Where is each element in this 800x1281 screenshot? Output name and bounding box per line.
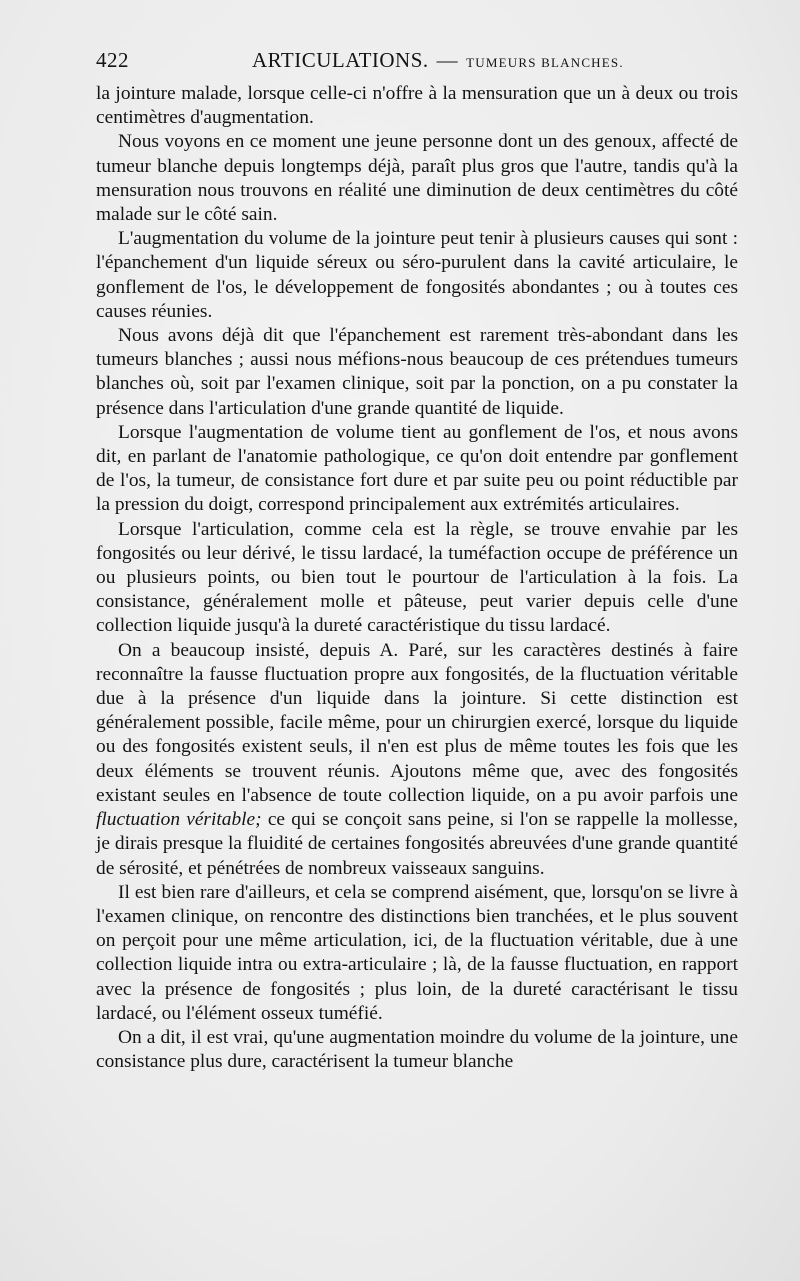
- title-separator: —: [436, 48, 459, 72]
- paragraph-text: On a beaucoup insisté, depuis A. Paré, sur les caractères destinés à faire reconnaître la fausse fluctuation propre aux fongosités, de la fluctuation véritable due à la présence d'un liquide dans la jointure. Si cette distinction est généralement possible, facile même, pour un chirurgien exercé, lorsque du liquide ou des fongosités existent seuls, il n'en est plus de même toutes les fois que les deux éléments se trouvent réunis. Ajoutons même que, avec des fongosités existant seules en l'absence de toute collection liquide, on a pu avoir parfois une: [96, 639, 738, 806]
- paragraph-continued: la jointure malade, lorsque celle-ci n'offre à la mensuration que un à deux ou trois centimètres d'augmentation.: [96, 83, 738, 129]
- chapter-title: ARTICULATIONS.: [252, 48, 429, 72]
- section-subtitle: TUMEURS BLANCHES.: [466, 55, 624, 70]
- body-text: [96, 82, 738, 1074]
- paragraph: Il est bien rare d'ailleurs, et cela se comprend aisément, que, lorsqu'on se livre à l'examen clinique, on rencontre des distinctions bien tranchées, et le plus souvent on perçoit pour une même articulation, ici, de la fluctuation véritable, due à une collection liquide intra ou extra-articulaire ; là, de la fausse fluctuation, en rapport avec la présence de fongosités ; plus loin, de la dureté caractérisant le tissu lardacé, ou l'élément osseux tuméfié.: [96, 881, 738, 1024]
- paragraph-text: ce qui se conçoit sans peine, si l'on se rappelle la mollesse, je dirais presque la fluidité de certaines fongosités abreuvées d'une grande quantité de sérosité, et pénétrées de nombreux vaisseaux sanguins.: [96, 809, 738, 879]
- running-title: [252, 48, 624, 73]
- paragraph: Lorsque l'articulation, comme cela est la règle, se trouve envahie par les fongosités ou leur dérivé, le tissu lardacé, la tuméfaction occupe de préférence un ou plusieurs points, ou bien tout le pourtour de l'articulation à la fois. La consistance, généralement molle et pâteuse, peut varier depuis celle d'une collection liquide jusqu'à la dureté caractéristique du tissu lardacé.: [96, 518, 738, 637]
- paragraph: Nous avons déjà dit que l'épanchement est rarement très-abondant dans les tumeurs blanches ; aussi nous méfions-nous beaucoup de ces prétendues tumeurs blanches où, soit par l'examen clinique, soit par la ponction, on a pu constater la présence dans l'articulation d'une grande quantité de liquide.: [96, 325, 738, 419]
- running-header: [96, 48, 746, 78]
- emphasized-term: fluctuation véritable;: [96, 809, 262, 831]
- paragraph-with-emphasis: [96, 639, 738, 881]
- paragraph: L'augmentation du volume de la jointure peut tenir à plusieurs causes qui sont : l'épanchement d'un liquide séreux ou séro-purulent dans la cavité articulaire, le gonflement de l'os, le développement de fongosités abondantes ; ou à toutes ces causes réunies.: [96, 228, 738, 322]
- paragraph: Lorsque l'augmentation de volume tient au gonflement de l'os, et nous avons dit, en parlant de l'anatomie pathologique, ce qu'on doit entendre par gonflement de l'os, la tumeur, de consistance fort dure et par suite peu ou point réductible par la pression du doigt, correspond principalement aux extrémités articulaires.: [96, 421, 738, 516]
- paragraph-cut-off: On a dit, il est vrai, qu'une augmentation moindre du volume de la jointure, une consistance plus dure, caractérisent la tumeur blanche: [96, 1026, 738, 1073]
- paragraph: Nous voyons en ce moment une jeune personne dont un des genoux, affecté de tumeur blanche depuis longtemps déjà, paraît plus gros que l'autre, tandis qu'à la mensuration nous trouvons en réalité une diminution de deux centimètres du côté malade sur le côté sain.: [96, 131, 738, 226]
- page-number: 422: [96, 48, 129, 72]
